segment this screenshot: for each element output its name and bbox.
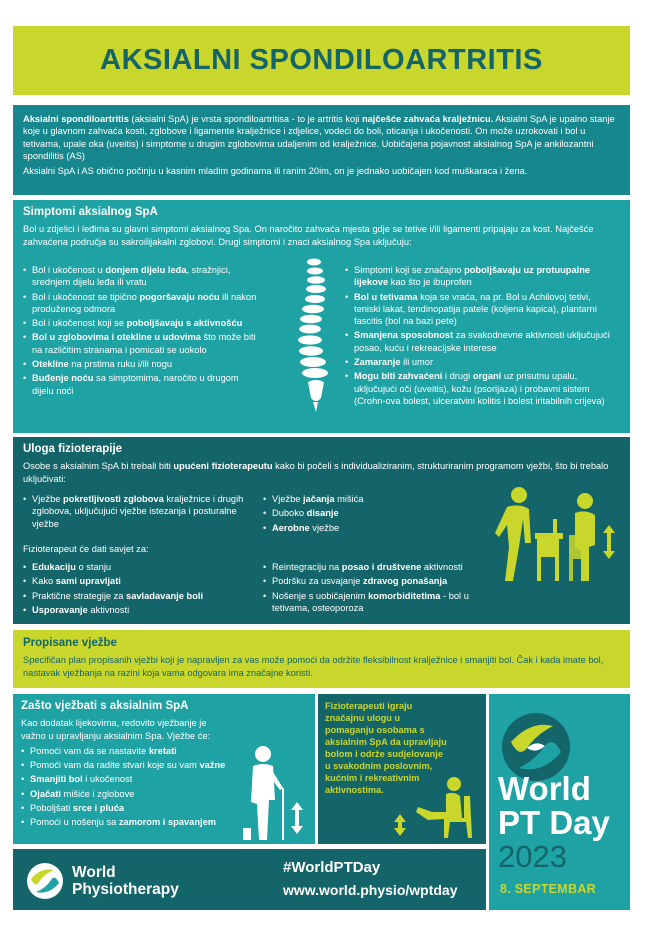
list-item: • Bol u tetivama koja se vraća, na pr. Bol u Achilovoj tetivi, teniski lakat, tendinopatija patele (koljena kapica), plantarni fascitis (bol na bazi pete) xyxy=(345,291,615,328)
exercise-left-list xyxy=(23,493,258,532)
list-item: • Vježbe pokretljivosti zglobova kralježnice i drugih zglobova, uključujući vježbe istezanja i posturalne vježbe xyxy=(23,493,258,530)
list-item: • Mogu biti zahvaćeni i drugi organi uz prisutnu upalu, uključujući oči (uveitis), kožu (psorijaza) i probavni sistem (Crohn-ova bolest, ulceratvini kolitis i bolest iritabilnih crijeva) xyxy=(345,370,615,407)
org-line-1: World xyxy=(72,864,116,881)
list-item: • Praktične strategije za savladavanje boli xyxy=(23,590,258,602)
event-date: 8. SEPTEMBAR xyxy=(500,882,596,896)
prescribed-section xyxy=(13,630,630,688)
walking-person-icon xyxy=(239,744,313,842)
intro-section xyxy=(13,105,630,195)
hashtag: #WorldPTDay xyxy=(283,859,381,876)
list-item: • Bol i ukočenost se tipično pogoršavaju noću ili nakon produženog odmora xyxy=(23,291,261,316)
physio-intro: Osobe s aksialnim SpA bi trebali biti upućeni fizioterapeutu kako bi počeli s individualiziranim, strukturiranim programom vježbi, što bi trebalo uključivati: xyxy=(23,461,609,484)
highlight-text: Fizioterapeuti igraju značajnu ulogu u pomaganju osobama s aksialnim SpA da upravljaju bolom i održe sudjelovanje u svakodnim poslovnim, kućnim i rekreativnim aktivnostima. xyxy=(325,701,447,795)
wpt-line-1: World xyxy=(498,770,591,807)
symptoms-heading: Simptomi aksialnog SpA xyxy=(23,206,158,218)
list-item: • Nošenje s uobičajenim komorbiditetima - bol u tetivama, osteoporoza xyxy=(263,590,493,615)
list-item: • Otekline na prstima ruku i/ili nogu xyxy=(23,358,261,370)
list-item: • Duboko disanje xyxy=(263,507,463,519)
list-item: • Bol u zglobovima i otekline u udovima što može biti na različitim stranama i pomicati se uokolo xyxy=(23,331,261,356)
list-item: • Edukaciju o stanju xyxy=(23,561,258,573)
title-banner xyxy=(13,24,630,95)
intro-bold-2: najčešće zahvaća kralježnicu. xyxy=(361,114,494,124)
highlight-section xyxy=(318,694,486,844)
list-item: • Bol i ukočenost koji se poboljšavaju s aktivnošću xyxy=(23,317,261,329)
organization-name xyxy=(72,864,179,898)
why-section xyxy=(13,694,315,844)
list-item: • Smanjiti bol i ukočenost xyxy=(21,773,236,785)
world-pt-day-title xyxy=(498,772,610,840)
event-year: 2023 xyxy=(498,839,567,874)
list-item: • Podršku za usvajanje zdravog ponašanja xyxy=(263,575,493,587)
why-intro: Kao dodatak lijekovima, redovito vježbanje je važno u upravljanju aksialnim Spa. Vježbe će: xyxy=(21,718,211,741)
page-title: AKSIALNI SPONDILOARTRITIS xyxy=(100,44,543,76)
list-item: • Aerobne vježbe xyxy=(263,522,463,534)
list-item: • Zamaranje ili umor xyxy=(345,356,615,368)
world-pt-day-panel xyxy=(489,694,630,910)
symptoms-section xyxy=(13,200,630,433)
symptoms-intro: Bol u zdjelici i leđima su glavni simptomi aksialnog Spa. On naročito zahvaća mjesta gdje se tetive i/ili ligamenti pripajaju za kost. Najčešće zahvaćena područja su sakroilijakalni zglobovi. Drugi simptomi i znaci aksialnog Spa uključuju: xyxy=(23,224,594,247)
prescribed-text: Specifičan plan propisanih vježbi koji je napravljen za vas može pomoći da održite fleksibilnost kralježnice i smanjiti bol. Čak i kada imate bol, nastavak vježbanja na razini koja vama odgovara ima značajne koristi. xyxy=(23,655,604,678)
advice-label: Fizioterapeut će dati savjet za: xyxy=(23,544,149,554)
list-item: • Bol i ukočenost u donjem dijelu leđa, stražnjici, srednjem dijelu leđa ili vratu xyxy=(23,264,261,289)
intro-text-2: Aksialni SpA je upalno stanje koje u glavnom zahvaća kosti, zglobove i ligamente kralježnice i zdjelice, vodeći do boli, oticanja i ukočenosti. On može uzrokovati i bol u tetivama, upale oka (uveitis) i simptome u drugim zglobovima udaljenim od kralježnice. Uobičajena pojavnost aksialnog SpA je ankilozantni spondilitis (AS) xyxy=(23,114,615,161)
symptoms-right-list xyxy=(345,264,615,409)
prescribed-heading: Propisane vježbe xyxy=(23,637,117,649)
list-item: • Buđenje noću sa simptomima, naročito u drugom dijelu noći xyxy=(23,372,261,397)
list-item: • Smanjena sposobnost za svakodnevne aktivnosti uključujući posao, kuću i rekreacijske interese xyxy=(345,329,615,354)
world-physiotherapy-logo-icon xyxy=(26,862,64,900)
website-link[interactable]: www.world.physio/wptday xyxy=(283,882,458,898)
wpt-line-2: PT Day xyxy=(498,804,610,841)
physio-heading: Uloga fizioterapije xyxy=(23,443,123,455)
intro-text-1: (aksialni SpA) je vrsta spondiloartritisa - to je artritis koji xyxy=(128,114,362,124)
physio-section xyxy=(13,437,630,624)
symptoms-left-list xyxy=(23,264,261,399)
advice-left-list xyxy=(23,561,258,618)
list-item: • Pomoći vam da se nastavite kretati xyxy=(21,745,236,757)
why-list xyxy=(21,745,236,829)
sit-to-stand-icon xyxy=(483,485,623,585)
why-heading: Zašto vježbati s aksialnim SpA xyxy=(21,700,189,712)
org-line-2: Physiotherapy xyxy=(72,881,179,898)
seated-exercise-icon xyxy=(388,776,483,840)
spine-icon xyxy=(294,256,334,416)
list-item: • Poboljšati srce i pluća xyxy=(21,802,236,814)
intro-paragraph-1 xyxy=(23,113,620,162)
list-item: • Pomoći u nošenju sa zamorom i spavanjem xyxy=(21,816,236,828)
exercise-right-list xyxy=(263,493,463,536)
intro-paragraph-2: Aksialni SpA i AS obično počinju u kasnim mladim godinama ili ranim 20im, on je jednako uobičajen kod muškaraca i žena. xyxy=(23,166,528,177)
list-item: • Usporavanje aktivnosti xyxy=(23,604,258,616)
footer-bar xyxy=(13,849,486,910)
list-item: • Vježbe jačanja mišića xyxy=(263,493,463,505)
list-item: • Kako sami upravljati xyxy=(23,575,258,587)
list-item: • Pomoći vam da radite stvari koje su vam važne xyxy=(21,759,236,771)
list-item: • Reintegraciju na posao i društvene aktivnosti xyxy=(263,561,493,573)
list-item: • Simptomi koji se značajno poboljšavaju uz protuupalne lijekove kao što je ibuprofen xyxy=(345,264,615,289)
advice-right-list xyxy=(263,561,493,616)
list-item: • Ojačati mišiće i zglobove xyxy=(21,788,236,800)
intro-bold-1: Aksialni spondiloartritis xyxy=(23,114,129,124)
